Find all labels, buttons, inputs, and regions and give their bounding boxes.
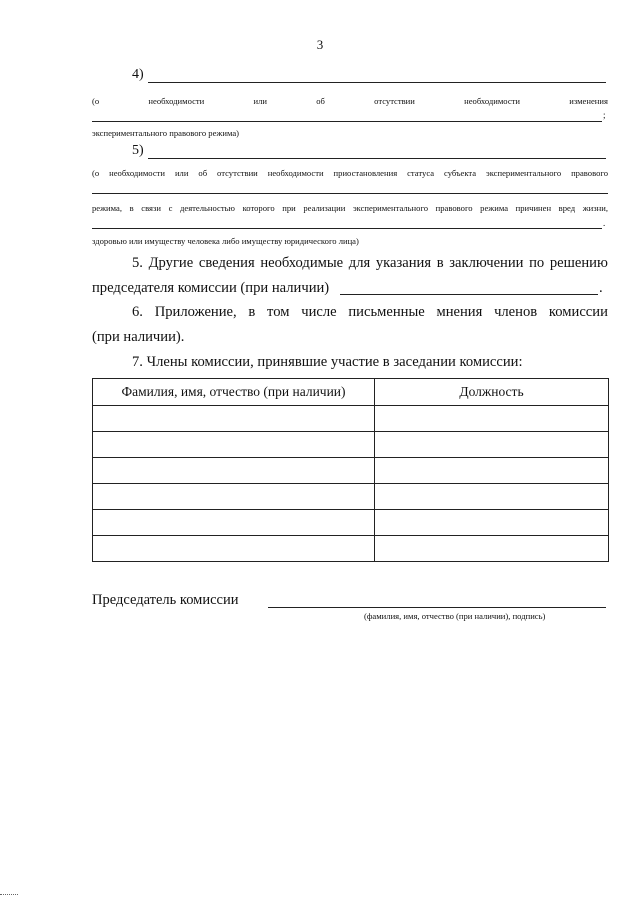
scan-edge-mark xyxy=(0,894,18,895)
cell-position[interactable] xyxy=(375,432,609,458)
item-5-hint-line-3: здоровью или имуществу человека либо имуществу юридического лица) xyxy=(92,236,359,246)
para-6-word: в xyxy=(248,304,256,320)
members-table xyxy=(92,378,609,562)
header-full-name: Фамилия, имя, отчество (при наличии) xyxy=(93,379,375,406)
chairman-label: Председатель комиссии xyxy=(92,592,239,608)
para-5-period: . xyxy=(599,280,603,296)
table-row xyxy=(93,484,609,510)
item-5-hint-line-2: режима, в связи с деятельностью которого при реализации экспериментального правового режима причинен вред жизни, xyxy=(92,203,608,213)
para-5-line-1 xyxy=(132,255,608,272)
item-4-hint-word: отсутствии xyxy=(374,96,415,106)
table-row xyxy=(93,432,609,458)
item-4-fill-line xyxy=(148,82,606,83)
para-6-word: том xyxy=(267,304,290,320)
item-4-hint-line xyxy=(92,96,608,106)
para-5-line-2: председателя комиссии (при наличии) xyxy=(92,280,330,296)
cell-full-name[interactable] xyxy=(93,536,375,562)
item-4-hint-word: об xyxy=(316,96,325,106)
table-row xyxy=(93,458,609,484)
para-6-word: Приложение, xyxy=(154,304,237,320)
cell-full-name[interactable] xyxy=(93,432,375,458)
para-6-word: 6. xyxy=(132,304,143,320)
item-5-hint-line-1: (о необходимости или об отсутствии необходимости приостановления статуса субъекта экспериментального правового xyxy=(92,168,608,178)
para-6-word: мнения xyxy=(436,304,483,320)
cell-full-name[interactable] xyxy=(93,510,375,536)
table-header-row xyxy=(93,379,609,406)
para-5-word: 5. xyxy=(132,255,143,271)
chairman-signature-line xyxy=(268,607,606,608)
para-5-word: для xyxy=(348,255,371,271)
para-6-word: комиссии xyxy=(548,304,608,320)
page-number: 3 xyxy=(316,37,324,52)
para-5-word: решению xyxy=(549,255,608,271)
cell-full-name[interactable] xyxy=(93,458,375,484)
cell-position[interactable] xyxy=(375,484,609,510)
para-5-word: заключении xyxy=(449,255,524,271)
cell-position[interactable] xyxy=(375,536,609,562)
item-4-hint-continuation: экспериментального правового режима) xyxy=(92,128,239,138)
item-5-fill-line-2 xyxy=(92,193,608,194)
table-row xyxy=(93,406,609,432)
cell-full-name[interactable] xyxy=(93,484,375,510)
item-4-fill-line-2 xyxy=(92,121,602,122)
item-4-label: 4) xyxy=(132,67,144,82)
para-5-word: сведения xyxy=(198,255,255,271)
item-4-hint-word: необходимости xyxy=(148,96,205,106)
para-6-word: членов xyxy=(494,304,538,320)
cell-full-name[interactable] xyxy=(93,406,375,432)
para-5-fill-line xyxy=(340,294,598,295)
para-6-word: письменные xyxy=(348,304,425,320)
item-5-fill-line xyxy=(148,158,606,159)
para-7-text: 7. Члены комиссии, принявшие участие в заседании комиссии: xyxy=(132,354,523,370)
para-6-line-1 xyxy=(132,304,608,321)
item-5-fill-line-3 xyxy=(92,228,602,229)
para-5-word: в xyxy=(436,255,444,271)
cell-position[interactable] xyxy=(375,458,609,484)
para-5-word: указания xyxy=(375,255,432,271)
table-row xyxy=(93,510,609,536)
chairman-signature-caption: (фамилия, имя, отчество (при наличии), подпись) xyxy=(364,611,546,621)
header-position: Должность xyxy=(375,379,609,406)
cell-position[interactable] xyxy=(375,406,609,432)
para-5-word: необходимые xyxy=(260,255,344,271)
para-6-word: числе xyxy=(301,304,337,320)
para-5-word: по xyxy=(529,255,545,271)
item-4-hint-word: (о xyxy=(92,96,100,106)
item-4-semicolon: ; xyxy=(603,110,606,120)
item-5-label: 5) xyxy=(132,143,144,158)
para-5-word: Другие xyxy=(148,255,194,271)
para-6-line-2: (при наличии). xyxy=(92,329,185,345)
item-4-hint-word: необходимости xyxy=(464,96,520,106)
cell-position[interactable] xyxy=(375,510,609,536)
table-row xyxy=(93,536,609,562)
item-4-hint-word: изменения xyxy=(569,96,608,106)
item-4-hint-word: или xyxy=(253,96,268,106)
item-5-period: . xyxy=(603,218,606,228)
